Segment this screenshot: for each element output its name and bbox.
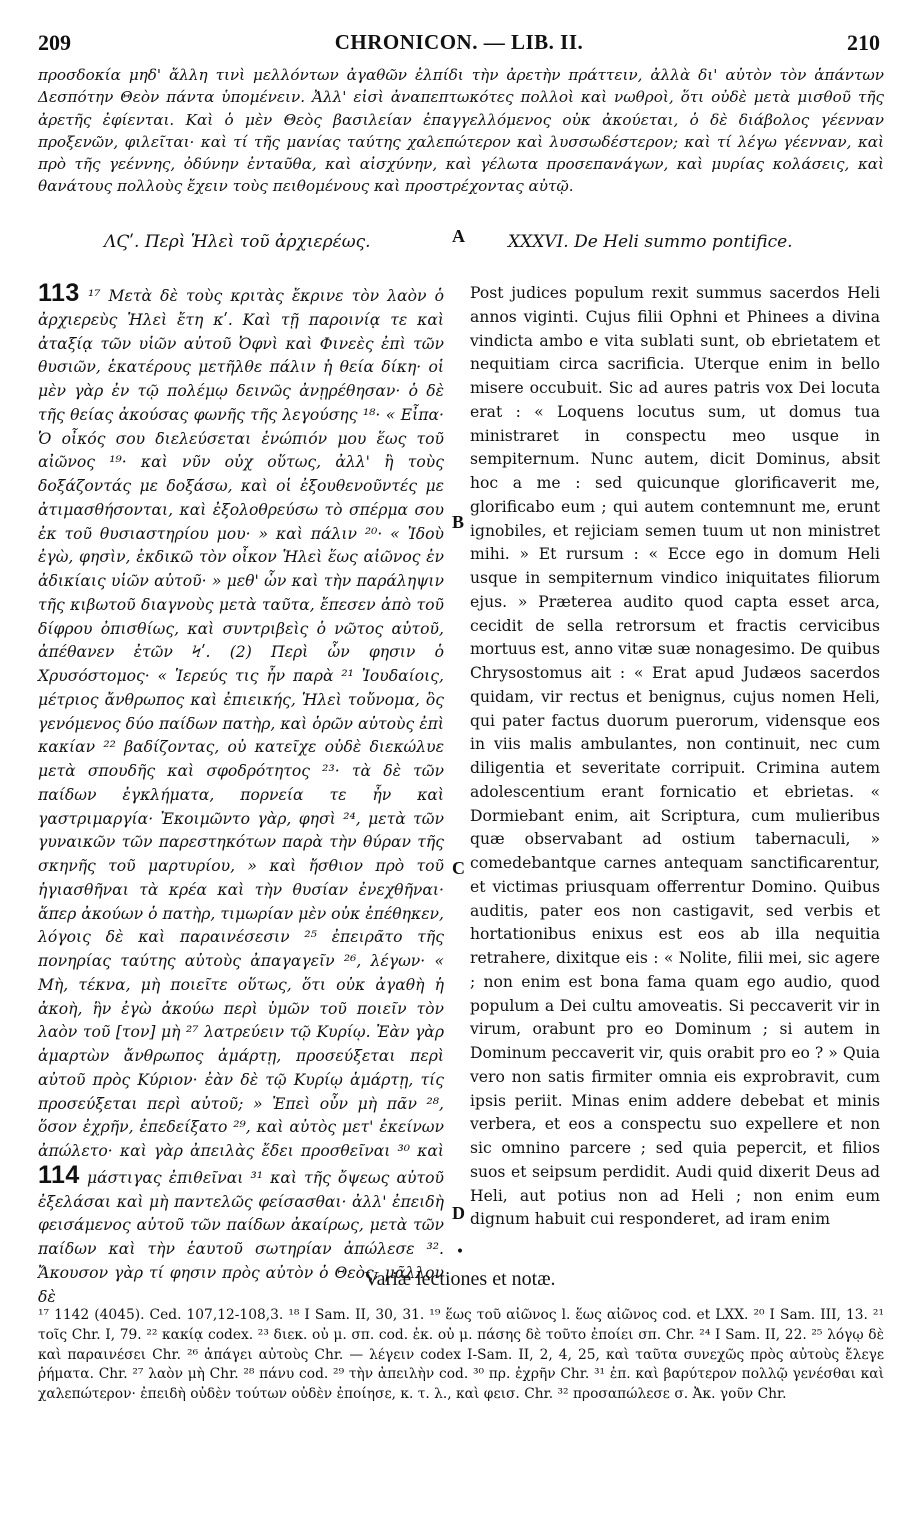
section-number-113: 113 — [38, 279, 80, 307]
greek-column — [38, 279, 444, 1309]
separator-bullet: • — [455, 1244, 465, 1260]
footnotes-text: ¹⁷ 1142 (4045). Ced. 107,12-108,3. ¹⁸ I Sam. II, 30, 31. ¹⁹ ἕως τοῦ αἰῶνος l. ἕως αἰῶνος cod. et LXX. ²⁰ I Sam. III, 13. ²¹ τοῖς Chr. I, 79. ²² κακίᾳ codex. ²³ διεκ. οὐ μ. σπ. cod. ἐκ. οὐ μ. πάσης δὲ τοῦτο ἐποίει σπ. Chr. ²⁴ I Sam. II, 22. ²⁵ λόγῳ δὲ καὶ παραινέσει Chr. ²⁶ ἀπάγει αὐτοὺς Chr. — λέγειν codex I-Sam. II, 2, 4, 25, καὶ ταῦτα συνεχῶς πρὸς αὐτοὺς ἔλεγε ῥήματα. Chr. ²⁷ λαὸν μὴ Chr. ²⁸ πάνυ cod. ²⁹ τὴν ἀπειλὴν cod. ³⁰ πρ. ἐχρῆν Chr. ³¹ ἐπ. καὶ βαρύτερον πολλῷ γενέσθαι καὶ χαλεπώτερον· ἐπειδὴ οὐδὲν τούτων οὐδὲν ἐποίησε, κ. τ. λ., καὶ φεισ. Chr. ³² προσαπώλεσε σ. Ἀκ. γοῦν Chr. — [38, 1307, 884, 1403]
margin-letter-c: C — [452, 858, 465, 878]
greek-text-part-1: ¹⁷ Μετὰ δὲ τοὺς κριτὰς ἔκρινε τὸν λαὸν ὁ ἀρχιερεὺς Ἡλεὶ ἔτη κʹ. Καὶ τῇ παροινίᾳ τε καὶ ἀταξίᾳ τῶν υἱῶν αὐτοῦ Ὀφνὶ καὶ Φινεὲς ἐπὶ τῶν θυσιῶν, ἑκατέρους μετῆλθε πάλιν ἡ θεία δίκη· οἱ μὲν γὰρ ἐν τῷ πολέμῳ δεινῶς ἀνῃρέθησαν· ὁ δὲ τῆς θείας ἀκούσας φωνῆς τῆς λεγούσης ¹⁸· « Εἶπα· Ὁ οἶκός σου διελεύσεται ἐνώπιόν μου ἕως τοῦ αἰῶνος ¹⁹· καὶ νῦν οὐχ οὕτως, ἀλλ' ἢ τοὺς δοξάζοντάς με δοξάσω, καὶ οἱ ἐξουθενοῦντές με ἀτιμασθήσονται, καὶ ἐξολοθρεύσω τὸ σπέρμα σου ἐκ τοῦ θυσιαστηρίου μου· » καὶ πάλιν ²⁰· « Ἰδοὺ ἐγὼ, φησὶν, ἐκδικῶ τὸν οἶκον Ἡλεὶ ἕως αἰῶνος ἐν ἀδικίαις υἱῶν αὐτοῦ· » μεθ' ὧν καὶ τὴν παράληψιν τῆς κιβωτοῦ διαγνοὺς μετὰ ταῦτα, ἔπεσεν ἀπὸ τοῦ δίφρου ὀπισθίως, καὶ συντριβεὶς ὁ νῶτος αὐτοῦ, ἀπέθανεν ἐτῶν Ϟʹ. (2) Περὶ ὧν φησιν ὁ Χρυσόστομος· « Ἱερεύς τις ἦν παρὰ ²¹ Ἰουδαίοις, μέτριος ἄνθρωπος καὶ ἐπιεικής, Ἡλεὶ τοὔνομα, ὃς γενόμενος δύο παίδων πατὴρ, καὶ ὁρῶν αὐτοὺς ἐπὶ κακίαν ²² βαδίζοντας, οὐ κατεῖχε οὐδὲ διεκώλυε μετὰ σπουδῆς καὶ σφοδρότητος ²³· τὰ δὲ τῶν παίδων ἐγκλήματα, πορνεία τε ἦν καὶ γαστριμαργία· Ἐκοιμῶντο γὰρ, φησὶ ²⁴, μετὰ τῶν γυναικῶν τῶν παρεστηκότων παρὰ τὴν θύραν τῆς σκηνῆς τοῦ μαρτυρίου, » καὶ ἤσθιον πρὸ τοῦ ἡγιασθῆναι τὰ κρέα καὶ τὴν θυσίαν ἐνεχθῆναι· ἅπερ ἀκούων ὁ πατὴρ, τιμωρίαν μὲν οὐκ ἐπέθηκεν, λόγοις δὲ καὶ παραινέσεσιν ²⁵ ἐπειρᾶτο τῆς πονηρίας ταύτης αὐτοὺς ἀπαγαγεῖν ²⁶, λέγων· « Μὴ, τέκνα, μὴ ποιεῖτε οὕτως, ὅτι οὐκ ἀγαθὴ ἡ ἀκοὴ, ἣν ἐγὼ ἀκούω περὶ ὑμῶν τοῦ ποιεῖν τὸν λαὸν τοῦ [τον] μὴ ²⁷ λατρεύειν τῷ Κυρίῳ. Ἐὰν γὰρ ἁμαρτὼν ἄνθρωπος ἁμάρτῃ, προσεύξεται περὶ αὐτοῦ πρὸς Κύριον· ἐὰν δὲ τῷ Κυρίῳ ἁμάρτῃ, τίς προσεύξεται περὶ αὐτοῦ; » Ἐπεὶ οὖν μὴ πᾶν ²⁸, ὅσον ἐχρῆν, ἐπεδείξατο ²⁹, καὶ αὐτὸς μετ' ἐκείνων ἀπώλετο· καὶ γὰρ ἀπειλὰς ἔδει προσθεῖναι ³⁰ καὶ — [38, 287, 444, 1160]
greek-text-part-2: μάστιγας ἐπιθεῖναι ³¹ καὶ τῆς ὄψεως αὐτοῦ ἐξελάσαι καὶ μὴ παντελῶς φείσασθαι· ἀλλ' ἐπειδὴ φεισάμενος αὐτοῦ τῶν παίδων ἀκαίρως, μετὰ τῶν παίδων καὶ τὴν ἑαυτοῦ σωτηρίαν ἀπώλεσε ³². Ἄκουσον γὰρ τί φησιν πρὸς αὐτὸν ὁ Θεὸς, μᾶλλον δὲ — [38, 1168, 444, 1306]
latin-text: Post judices populum rexit summus sacerdos Heli annos viginti. Cujus filii Ophni et Phinees a divina vindicta ambo e vita sublati sunt, ob ebrietatem et nequitiam circa sacrificia. Uterque enim in bello misere occubuit. Sic ad aures patris vox Dei locuta erat : « Loquens locutus sum, ut domus tua ministraret in conspectu meo usque in sempiternum. Nunc autem, dicit Dominus, absit hoc a me : sed quicunque glorificaverit me, glorificabo eum ; qui autem contemnunt me, erunt ignobiles, et rejiciam semen tuum ut non ministret mihi. » Et rursum : « Ecce ego in domum Heli usque in sempiternum vindico iniquitates filiorum ejus. » Præterea audito quod capta esset arca, cecidit de sella retrorsum et fractis cervicibus mortuus est, anno vitæ suæ nonagesimo. De quibus Chrysostomus ait : « Erat apud Judæos sacerdos quidam, vir rectus et benignus, cujus nomen Heli, qui pater factus duorum puerorum, vidensque eos in viis malis ambulantes, non continuit, nec cum diligentia et severitate corripuit. Crimina autem adolescentium erant fornicatio et ebrietas. « Dormiebant enim, ait Scriptura, cum mulieribus quæ observabant ad ostium tabernaculi, » comedebantque carnes antequam sanctificarentur, et victimas priusquam offerrentur Domino. Quibus auditis, pater eos non castigavit, sed verbis et hortationibus enixus est eos ab illa nequitia retrahere, dixitque eis : « Nolite, filii mei, sic agere ; non enim est bona fama quam ego audio, quod populum a Dei cultu amoveatis. Si peccaverit vir in virum, orabunt pro eo Dominum ; si autem in Dominum peccaverit vir, quis orabit pro eo ? » Quia vero non satis firmiter omnia eis exprobravit, cum ipsis periit. Minas enim addere debebat et minis verbera, et eos a conspectu suo expellere et non sic omnino parcere ; sed quia pepercit, et filios suos et seipsum perdidit. Audi quid dixerit Deus ad Heli, aut potius non ad Heli ; non enim eum dignum habuit cui responderet, ad iram enim — [470, 284, 880, 1229]
page-number-right: 210 — [847, 30, 880, 55]
margin-letter-d: D — [452, 1203, 465, 1223]
notes-title: Variæ lectiones et notæ. — [364, 1268, 556, 1290]
intro-text: προσδοκία μηδ' ἄλλη τινὶ μελλόντων ἀγαθῶν ἐλπίδι τὴν ἀρετὴν πράττειν, ἀλλὰ δι' αὐτὸν τὸν ἁπάντων Δεσπότην Θεὸν πάντα ὑπομένειν. Ἀλλ' εἰσὶ ἀναπεπτωκότες πολλοὶ καὶ νωθροὶ, ὅτι οὐδὲ μετὰ μισθοῦ τῆς ἀρετῆς ἐφίενται. Καὶ ὁ μὲν Θεὸς βασιλείαν ἐπαγγελλόμενος οὐκ ἀκούεται, ὁ δὲ διάβολος γέενναν προξενῶν, φιλεῖται· καὶ τί τῆς μανίας ταύτης χαλεπώτερον καὶ λυσσωδέστερον; καὶ τί λέγω γέενναν, καὶ πρὸ τῆς γεέννης, ὀδύνην ἐνταῦθα, καὶ αἰσχύνην, καὶ γέλωτα προσεπανάγων, καὶ μυρίας κολάσεις, καὶ θανάτους πολλοὺς ἔχειν τοὺς πειθομένους καὶ προστρέχοντας αὐτῷ. — [38, 66, 884, 196]
margin-letter-a: A — [452, 226, 465, 246]
latin-column — [470, 282, 880, 1232]
running-title: CHRONICON. — LIB. II. — [334, 30, 584, 54]
greek-text — [38, 279, 444, 1309]
page-number-left: 209 — [38, 30, 71, 55]
greek-heading: ΛϚʹ. Περὶ Ἡλεὶ τοῦ ἀρχιερέως. — [104, 232, 371, 252]
intro-paragraph — [38, 64, 884, 198]
latin-heading: XXXVI. De Heli summo pontifice. — [508, 232, 793, 252]
margin-letter-b: B — [452, 512, 465, 532]
running-header — [38, 30, 880, 64]
footnotes — [38, 1306, 884, 1405]
section-number-114: 114 — [38, 1160, 80, 1189]
